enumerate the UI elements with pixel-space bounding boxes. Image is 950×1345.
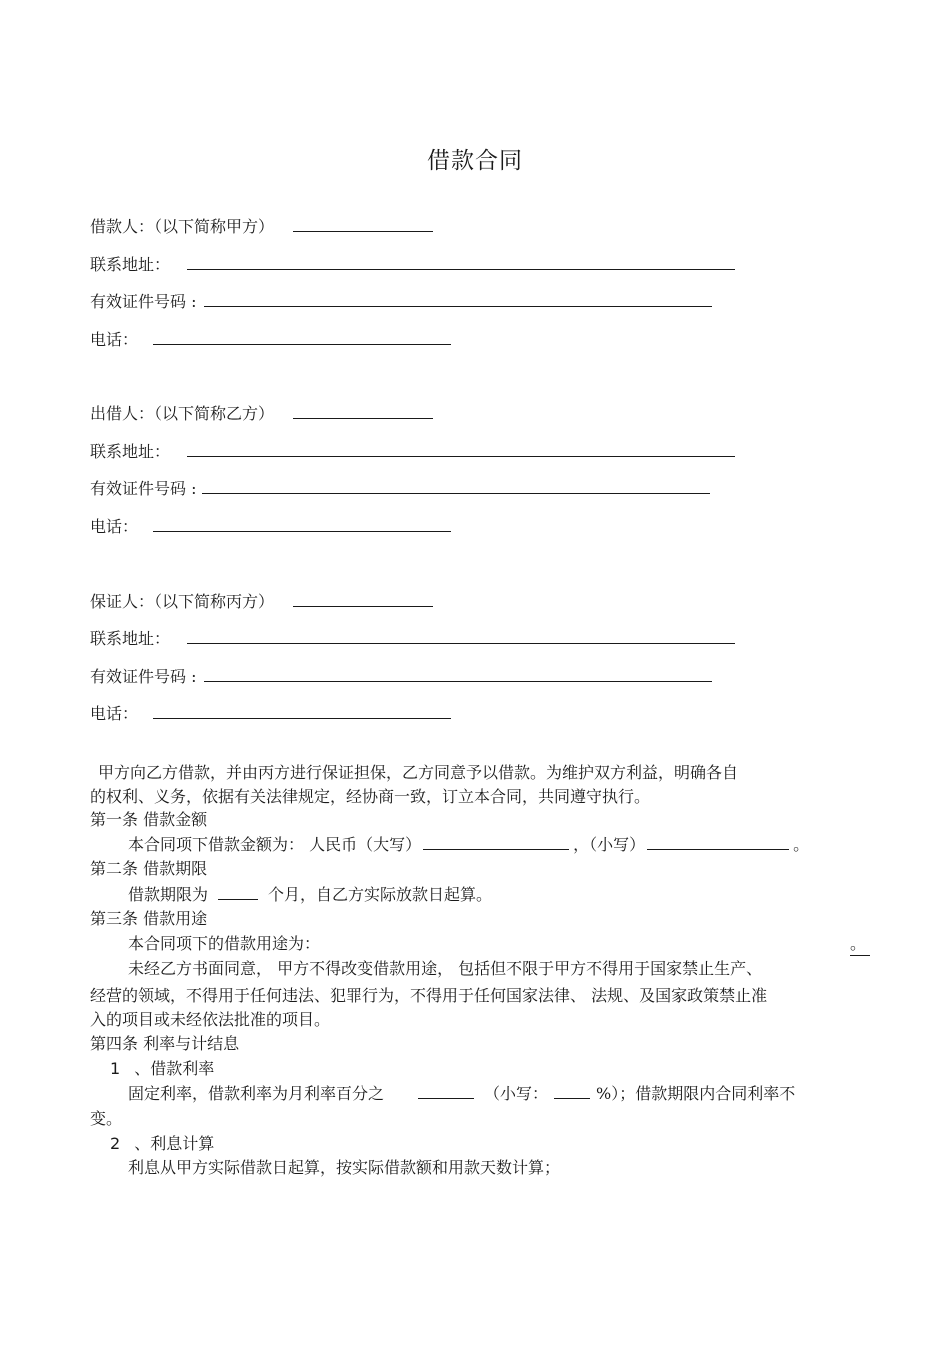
lender-line bbox=[90, 402, 433, 424]
article-2-text-b: 个月，自乙方实际放款日起算。 bbox=[268, 885, 493, 904]
article-4-item-1-text-b: （小写： bbox=[484, 1084, 549, 1103]
article-1-text-c: 。 bbox=[793, 835, 810, 854]
article-3-title: 第三条 借款用途 bbox=[90, 909, 208, 928]
borrower-label: 借款人：（以下简称甲方） bbox=[90, 217, 275, 236]
guarantor-phone-blank bbox=[153, 702, 451, 719]
article-2-text-a: 借款期限为 bbox=[128, 885, 209, 904]
lender-label: 出借人：（以下简称乙方） bbox=[90, 404, 275, 423]
lender-address-label: 联系地址： bbox=[90, 442, 171, 461]
intro-line-2: 的权利、义务，依据有关法律规定，经协商一致，订立本合同，共同遵守执行。 bbox=[90, 787, 651, 806]
lender-phone-blank bbox=[153, 515, 451, 532]
guarantor-phone-label: 电话： bbox=[90, 704, 139, 723]
lender-phone-line bbox=[90, 515, 451, 537]
article-4-item-2-title: 、利息计算 bbox=[134, 1134, 215, 1153]
article-1-title: 第一条 借款金额 bbox=[90, 810, 208, 829]
guarantor-address-label: 联系地址： bbox=[90, 629, 171, 648]
guarantor-line bbox=[90, 590, 433, 612]
article-4-item-1-text-d: 变。 bbox=[90, 1109, 123, 1128]
lender-name-blank bbox=[293, 402, 433, 419]
guarantor-id-line bbox=[90, 665, 712, 687]
lender-id-label: 有效证件号码 : bbox=[90, 479, 197, 498]
borrower-id-blank bbox=[204, 290, 712, 307]
monthly-rate-blank bbox=[418, 1082, 474, 1099]
guarantor-address-line bbox=[90, 627, 735, 649]
article-4-item-1-text-c: %）；借款期限内合同利率不 bbox=[596, 1084, 796, 1103]
lender-address-line bbox=[90, 440, 735, 462]
article-3-end-mark: 。 bbox=[850, 933, 870, 956]
guarantor-name-blank bbox=[293, 590, 433, 607]
borrower-phone-blank bbox=[153, 328, 451, 345]
guarantor-id-blank bbox=[204, 665, 712, 682]
article-4-item-1-title: 、借款利率 bbox=[134, 1059, 215, 1078]
borrower-address-label: 联系地址： bbox=[90, 255, 171, 274]
guarantor-label: 保证人：（以下简称丙方） bbox=[90, 592, 275, 611]
article-4-item-1-number: 1 bbox=[110, 1059, 121, 1078]
lender-id-blank bbox=[202, 477, 710, 494]
amount-capital-blank bbox=[423, 833, 569, 850]
article-4-item-2 bbox=[110, 1133, 214, 1155]
article-3-para2-line1: 未经乙方书面同意， 甲方不得改变借款用途， 包括但不限于甲方不得用于国家禁止生产、 bbox=[128, 959, 763, 978]
borrower-address-blank bbox=[187, 253, 735, 270]
article-1-text-a: 本合同项下借款金额为： 人民币（大写） bbox=[128, 835, 422, 854]
article-3-text: 本合同项下的借款用途为： bbox=[128, 934, 321, 953]
guarantor-id-label: 有效证件号码 : bbox=[90, 667, 197, 686]
borrower-id-line bbox=[90, 290, 712, 312]
article-3-end bbox=[850, 933, 870, 956]
document-title: 借款合同 bbox=[427, 148, 523, 174]
lender-phone-label: 电话： bbox=[90, 517, 139, 536]
borrower-name-blank bbox=[293, 215, 433, 232]
intro-line-1: 甲方向乙方借款，并由丙方进行保证担保，乙方同意予以借款。为维护双方利益，明确各自 bbox=[98, 763, 739, 782]
rate-figure-blank bbox=[554, 1082, 590, 1099]
article-1-text-b: ，（小写） bbox=[573, 835, 646, 854]
borrower-id-label: 有效证件号码 : bbox=[90, 292, 197, 311]
article-4-item-2-text: 利息从甲方实际借款日起算，按实际借款额和用款天数计算； bbox=[128, 1158, 561, 1177]
article-2-text bbox=[128, 883, 492, 906]
guarantor-address-blank bbox=[187, 627, 735, 644]
guarantor-phone-line bbox=[90, 702, 451, 724]
article-4-item-2-number: 2 bbox=[110, 1134, 121, 1153]
article-1-text bbox=[128, 833, 809, 856]
borrower-phone-label: 电话： bbox=[90, 330, 139, 349]
article-4-item-1-text bbox=[128, 1082, 795, 1105]
borrower-address-line bbox=[90, 253, 735, 275]
lender-id-line bbox=[90, 477, 710, 499]
borrower-line bbox=[90, 215, 433, 237]
amount-figure-blank bbox=[647, 833, 789, 850]
article-3-para2-line2: 经营的领域，不得用于任何违法、犯罪行为，不得用于任何国家法律、 法规、及国家政策禁止准 bbox=[90, 986, 768, 1005]
article-2-title: 第二条 借款期限 bbox=[90, 859, 208, 878]
term-months-blank bbox=[218, 883, 258, 900]
article-4-title: 第四条 利率与计结息 bbox=[90, 1034, 240, 1053]
article-4-item-1-text-a: 固定利率，借款利率为月利率百分之 bbox=[128, 1084, 385, 1103]
article-4-item-1 bbox=[110, 1058, 214, 1080]
lender-address-blank bbox=[187, 440, 735, 457]
article-3-para2-line3: 入的项目或未经依法批准的项目。 bbox=[90, 1010, 331, 1029]
borrower-phone-line bbox=[90, 328, 451, 350]
